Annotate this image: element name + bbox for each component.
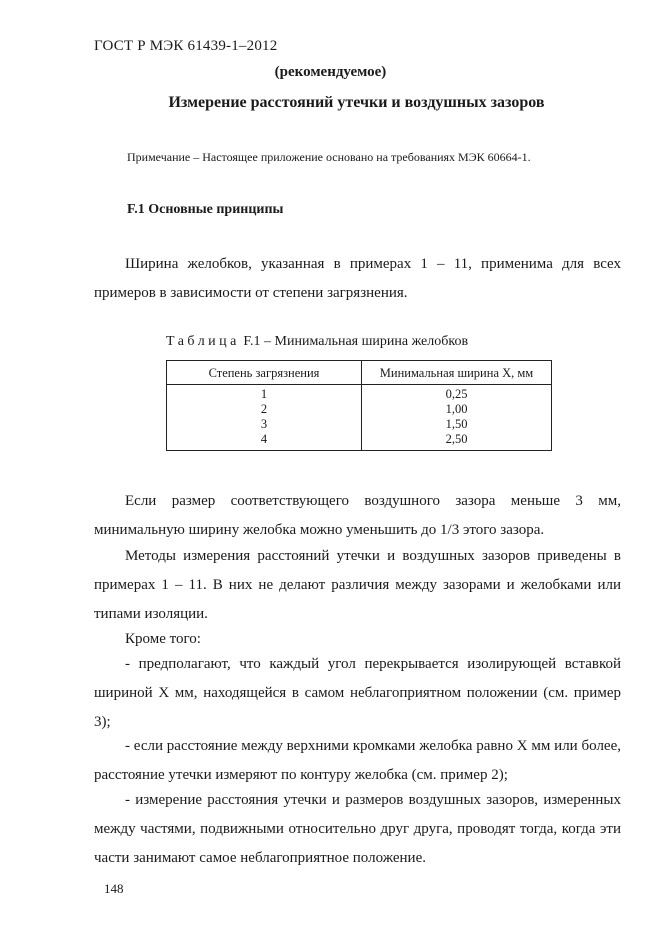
table-caption-word: Таблица — [166, 334, 240, 349]
table-row — [167, 417, 552, 432]
list-item: - предполагают, что каждый угол перекрывается изолирующей вставкой шириной X мм, находящейся в самом неблагоприятном положении (см. пример 3); — [94, 656, 621, 730]
table-cell-degree: 4 — [167, 432, 362, 451]
list-item: - измерение расстояния утечки и размеров воздушных зазоров, измеренных между частями, подвижными относительно друг друга, проводят тогда, когда эти части занимают самое неблагоприятное положение. — [94, 792, 621, 866]
table-row — [167, 385, 552, 403]
table-cell-width: 1,00 — [362, 402, 552, 417]
annex-title: Измерение расстояний утечки и воздушных зазоров — [168, 94, 545, 111]
table-header-width: Минимальная ширина X, мм — [362, 361, 552, 385]
paragraph: Если размер соответствующего воздушного зазора меньше 3 мм, минимальную ширину желобка можно уменьшить до 1/3 этого зазора. — [94, 493, 621, 538]
paragraph: Кроме того: — [125, 631, 201, 647]
document-header: ГОСТ Р МЭК 61439-1–2012 — [94, 38, 278, 54]
table-row — [167, 432, 552, 451]
table-caption — [166, 334, 468, 350]
table-row — [167, 402, 552, 417]
table-cell-degree: 2 — [167, 402, 362, 417]
section-heading: F.1 Основные принципы — [127, 202, 284, 217]
table-cell-width: 1,50 — [362, 417, 552, 432]
note: Примечание – Настоящее приложение основано на требованиях МЭК 60664-1. — [127, 150, 531, 164]
table-header-degree: Степень загрязнения — [167, 361, 362, 385]
paragraph: Методы измерения расстояний утечки и воздушных зазоров приведены в примерах 1 – 11. В них не делают различия между зазорами и желобками или типами изоляции. — [94, 548, 621, 622]
groove-width-table — [166, 360, 552, 451]
page-number: 148 — [104, 881, 124, 896]
table-cell-width: 0,25 — [362, 385, 552, 403]
table-cell-degree: 1 — [167, 385, 362, 403]
list-item: - если расстояние между верхними кромками желобка равно X мм или более, расстояние утечки измеряют по контуру желобка (см. пример 2); — [94, 738, 621, 783]
table-caption-text: F.1 – Минимальная ширина желобков — [239, 334, 469, 349]
paragraph: Ширина желобков, указанная в примерах 1 – 11, применима для всех примеров в зависимости от степени загрязнения. — [94, 256, 621, 301]
annex-status: (рекомендуемое) — [274, 64, 387, 80]
table-cell-width: 2,50 — [362, 432, 552, 451]
table-cell-degree: 3 — [167, 417, 362, 432]
